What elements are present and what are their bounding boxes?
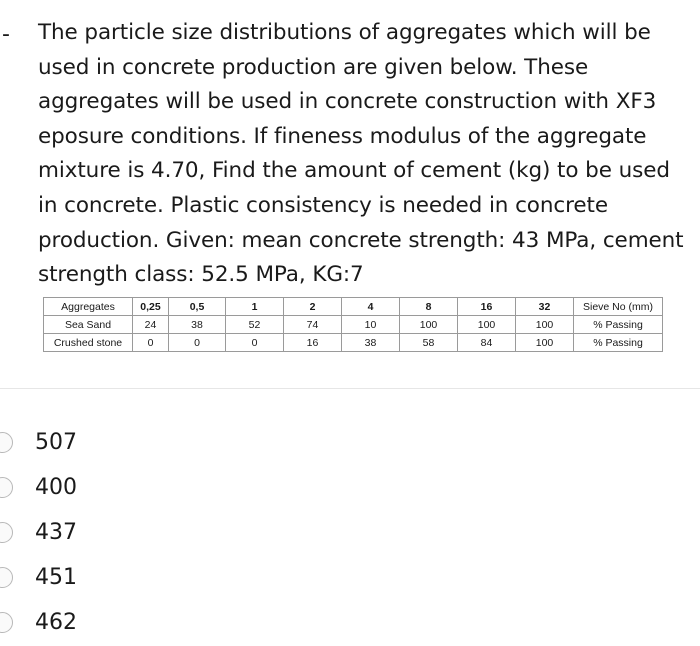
- table-cell: % Passing: [574, 334, 663, 352]
- table-cell: 0: [169, 334, 226, 352]
- option-437[interactable]: [0, 516, 77, 548]
- table-cell: 52: [226, 316, 284, 334]
- table-cell: 58: [400, 334, 458, 352]
- table-cell: Aggregates: [44, 298, 133, 316]
- table-cell: 8: [400, 298, 458, 316]
- option-label: 400: [35, 474, 77, 500]
- table-cell: 32: [516, 298, 574, 316]
- bullet-marker: -: [2, 22, 10, 47]
- table-cell: % Passing: [574, 316, 663, 334]
- option-507[interactable]: [0, 426, 77, 458]
- radio-button[interactable]: [0, 432, 13, 453]
- table-cell: 24: [133, 316, 169, 334]
- option-label: 451: [35, 564, 77, 590]
- table-cell: 0: [133, 334, 169, 352]
- table-cell: 100: [516, 334, 574, 352]
- question-text: The particle size distributions of aggregates which will be used in concrete production are given below. These aggregates will be used in concrete construction with XF3 eposure conditions. If fineness modulus of the aggregate mixture is 4.70, Find the amount of cement (kg) to be used in concrete. Plastic consistency is needed in concrete production. Given: mean concrete strength: 43 MPa, cement strength class: 52.5 MPa, KG:7: [38, 20, 684, 288]
- table-cell: 38: [169, 316, 226, 334]
- table-cell: 0,25: [133, 298, 169, 316]
- table-cell: 0,5: [169, 298, 226, 316]
- table-cell: 2: [284, 298, 342, 316]
- option-label: 462: [35, 609, 77, 635]
- table-header-row: [44, 298, 663, 316]
- table-cell: 100: [458, 316, 516, 334]
- table-cell: 38: [342, 334, 400, 352]
- table-row: [44, 334, 663, 352]
- table-cell: 0: [226, 334, 284, 352]
- table-cell: Sea Sand: [44, 316, 133, 334]
- option-label: 437: [35, 519, 77, 545]
- table-cell: 84: [458, 334, 516, 352]
- radio-button[interactable]: [0, 567, 13, 588]
- radio-button[interactable]: [0, 522, 13, 543]
- table-row: [44, 316, 663, 334]
- table-cell: 4: [342, 298, 400, 316]
- option-451[interactable]: [0, 561, 77, 593]
- radio-button[interactable]: [0, 477, 13, 498]
- option-462[interactable]: [0, 606, 77, 638]
- table-cell: 74: [284, 316, 342, 334]
- table-cell: Sieve No (mm): [574, 298, 663, 316]
- table-cell: 1: [226, 298, 284, 316]
- table-cell: 10: [342, 316, 400, 334]
- table-cell: 16: [458, 298, 516, 316]
- table-cell: Crushed stone: [44, 334, 133, 352]
- option-400[interactable]: [0, 471, 77, 503]
- option-label: 507: [35, 429, 77, 455]
- table-cell: 100: [516, 316, 574, 334]
- table-cell: 100: [400, 316, 458, 334]
- sieve-table: [43, 297, 663, 352]
- radio-button[interactable]: [0, 612, 13, 633]
- table-cell: 16: [284, 334, 342, 352]
